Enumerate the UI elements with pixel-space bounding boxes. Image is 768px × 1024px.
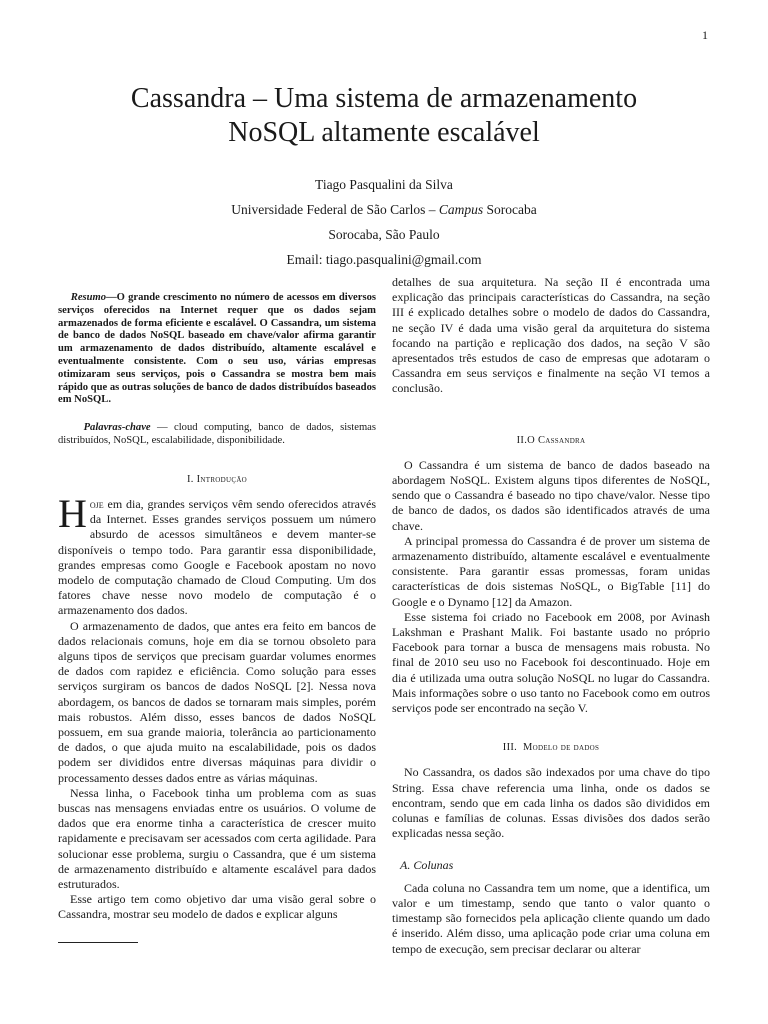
footnote-rule	[58, 942, 138, 943]
author-name: Tiago Pasqualini da Silva	[315, 177, 453, 192]
paper-title	[0, 82, 768, 150]
cassandra-paragraph-2: A principal promessa do Cassandra é de prover um sistema de armazenamento distribuído, altamente escalável e eventualmente consistente. Para garantir essas promessas, foram unidas características de dois sistemas NoSQL, o BigTable [11] do Google e o Dynamo [12] da Amazon.	[392, 533, 710, 609]
abstract-text: O grande crescimento no número de acessos em diversos serviços oferecidos na Internet requer que os dados sejam armazenados de forma eficiente e escalável. O Cassandra, um sistema de banco de dados NoSQL baseado em chave/valor afirma garantir um armazenamento de dados distribuído, altamente escalável e eventualmente consistente. Com o seu uso, várias empresas otimizaram seus serviços, pois o Cassandra se mostra bem mais rápido que as outras soluções de banco de dados distribuídos baseados em NoSQL.	[58, 292, 376, 406]
abstract-label: Resumo	[70, 292, 107, 303]
author-email[interactable]: Email: tiago.pasqualini@gmail.com	[286, 252, 482, 267]
left-column	[58, 275, 376, 923]
cassandra-paragraph-3: Esse sistema foi criado no Facebook em 2008, por Avinash Lakshman e Prashant Malik. Foi bastante usado no próprio Facebook para tornar a busca de mensagens mais robusta. No final de 2010 seu uso no Facebook foi descontinuado. Hoje em dia é utilizada uma outra solução NoSQL no lugar do Cassandra. Mais informações sobre o uso tanto no Facebook como em outros serviços pode ser encontrado na seção V.	[392, 609, 710, 716]
section-heading-introducao: I. Introdução	[186, 473, 248, 485]
section-heading-cassandra: II.O Cassandra	[516, 434, 586, 446]
affiliation-campus: Campus	[438, 202, 484, 217]
cassandra-paragraph-1: O Cassandra é um sistema de banco de dados baseado na abordagem NoSQL. Existem alguns tipos diferentes de NoSQL, sendo que o Cassandra é baseado no tipo chave/valor. Nesse tipo de banco de dados, os dados são identificados através de uma chave.	[392, 457, 710, 533]
subsection-heading-colunas: A. Colunas	[400, 857, 454, 872]
page-number: 1	[702, 28, 708, 42]
keywords-label: Palavras-chave	[83, 422, 151, 434]
right-column	[392, 275, 710, 957]
colunas-paragraph-1: Cada coluna no Cassandra tem um nome, que a identifica, um valor e um timestamp, sendo que tanto o valor quanto o timestamp são fornecidos pela aplicação cliente quando um dado é inserido. Além disso, uma aplicação pode criar uma coluna em tempo de execução, sem precisar declarar ou alterar	[392, 880, 710, 956]
modelo-paragraph-1: No Cassandra, os dados são indexados por uma chave do tipo String. Essa chave referencia uma linha, onde os dados se encontram, sendo que em cada linha os dados são divididos em colunas e famílias de colunas. Essas divisões dos dados serão explicadas nessa seção.	[392, 765, 710, 841]
drop-cap: H	[58, 490, 87, 536]
author-block	[0, 176, 768, 276]
abstract: Resumo—O grande crescimento no número de acessos em diversos serviços oferecidos na Internet requer que os dados sejam armazenados de forma eficiente e escalável. O Cassandra, um sistema de banco de dados NoSQL baseado em chave/valor afirma garantir um armazenamento de dados distribuído, altamente escalável e eventualmente consistente. Com o seu uso, várias empresas otimizaram seus serviços, pois o Cassandra se mostra bem mais rápido que as outras soluções de banco de dados distribuídos baseados em NoSQL.	[58, 292, 376, 406]
title-line-1: Cassandra – Uma sistema de armazenamento	[130, 83, 638, 114]
title-line-2: NoSQL altamente escalável	[228, 117, 540, 148]
author-affiliation: Universidade Federal de São Carlos – Campus Sorocaba	[231, 202, 537, 217]
keywords: Palavras-chave — cloud computing, banco de dados, sistemas distribuídos, NoSQL, escalabilidade, disponibilidade.	[58, 422, 377, 446]
keywords-text: cloud computing, banco de dados, sistemas distribuídos, NoSQL, escalabilidade, disponibilidade.	[58, 422, 377, 446]
intro-paragraph-2: O armazenamento de dados, que antes era feito em bancos de dados relacionais comuns, hoje em dia se tornou obsoleto para alguns tipos de serviços que precisam guardar volumes enormes de dados com rapidez e eficiência. Como solução para esses serviços surgiram os bancos de dados NoSQL [2]. Nessa nova abordagem, os bancos de dados se tornaram mais simples, porém mais robustos. Além disso, esses bancos de dados NoSQL possuem, em sua grande maioria, tolerância ao particionamento de dados, o que ajuda muito na escalabilidade, pois os dados podem ser divididos entre diversas máquinas para dividir o processamento desses dados entre as várias máquinas.	[58, 618, 376, 785]
intro-paragraph-1: Hoje em dia, grandes serviços vêm sendo oferecidos através da Internet. Esses grandes serviços possuem um número absurdo de acessos simultâneos e devem manter-se disponíveis o tempo todo. Para garantir essa disponibilidade, grandes empresas como Google e Facebook apostam no novo modelo de computação chamado de Cloud Computing. Um dos fatores chave nesse novo modelo de computação é o armazenamento dos dados.	[58, 490, 376, 618]
intro-paragraph-4: Esse artigo tem como objetivo dar uma visão geral sobre o Cassandra, mostrar seu modelo de dados e explicar alguns	[58, 892, 376, 922]
section-heading-modelo-de-dados: III. Modelo de dados	[502, 742, 600, 754]
author-location: Sorocaba, São Paulo	[328, 227, 440, 242]
intro-paragraph-3: Nessa linha, o Facebook tinha um problema com as suas buscas nas mensagens enviadas entre os usuários. O volume de dados que era enorme tinha a característica de crescer muito rapidamente e precisavam ser acessados com certa agilidade. Para solucionar esse problema, surgiu o Cassandra, que é um sistema de armazenamento distribuído e altamente escalável para dados estruturados.	[58, 785, 376, 892]
intro-paragraph-4-continued: detalhes de sua arquitetura. Na seção II é encontrada uma explicação das principais características do Cassandra, na seção III é explicado detalhes sobre o modelo de dados do Cassandra, ne seção IV é dada uma visão geral da arquitetura do sistema focando na partição e replicação dos dados, na seção V são apresentados três estudos de caso de empresas que adotaram o Cassandra em seus serviços e finalmente na seção VI temos a conclusão.	[392, 275, 710, 396]
